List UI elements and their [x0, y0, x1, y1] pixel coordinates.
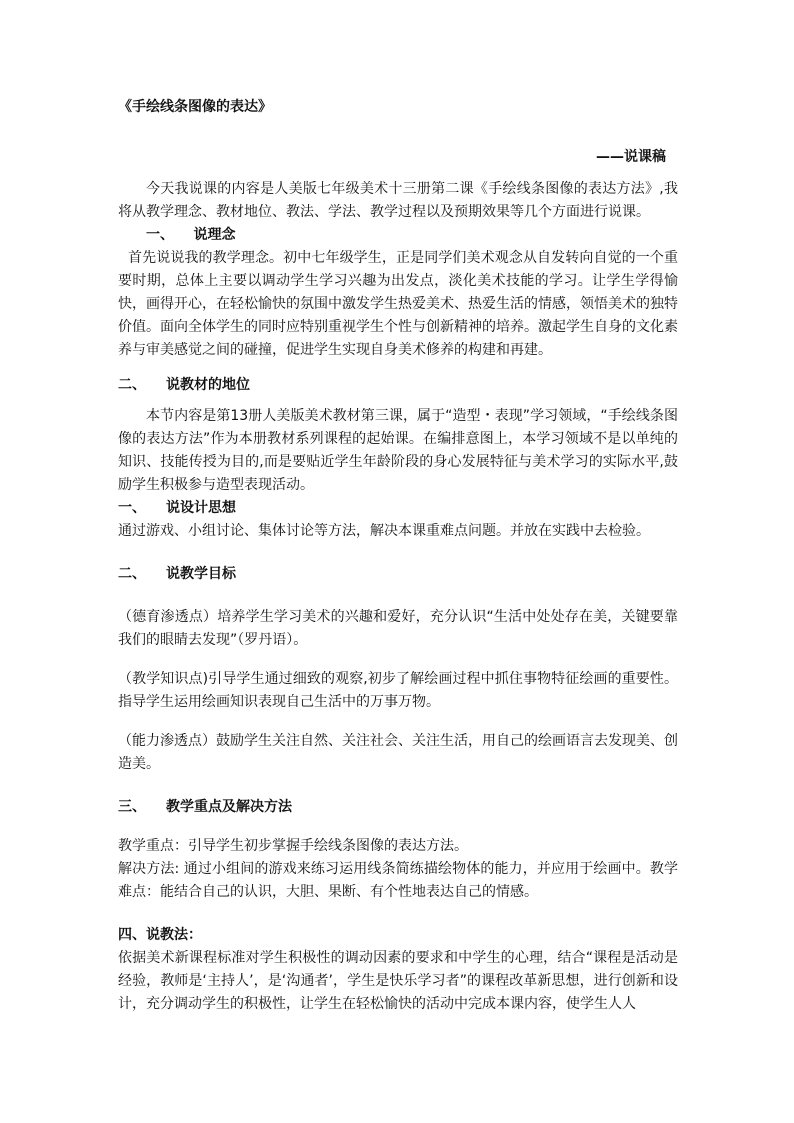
section1-number: 一、 [146, 227, 174, 243]
section5-number: 三、 [118, 799, 146, 815]
section2-title: 说教材的地位 [166, 377, 250, 393]
section1-heading [118, 224, 678, 247]
spacer [118, 652, 678, 668]
spacer [118, 543, 678, 563]
section1-title: 说理念 [193, 227, 236, 243]
document-body [118, 96, 678, 1016]
intro-paragraph: 今天我说课的内容是人美版七年级美术十三册第二课《手绘线条图像的表达方法》,我将从教学理念、教材地位、教法、学法、教学过程以及预期效果等几个方面进行说课。 [118, 181, 678, 220]
section4-heading [118, 563, 678, 586]
section4-goal1: （德育渗透点）培养学生学习美术的兴趣和爱好，充分认识“生活中处处存在美，关键要靠我们的眼睛去发现”（罗丹语）。 [118, 609, 678, 648]
section4-goal2: （教学知识点)引导学生通过细致的观察,初步了解绘画过程中抓住事物特征绘画的重要性。指导学生运用绘画知识表现自己生活中的万事万物。 [118, 671, 678, 710]
spacer [118, 714, 678, 730]
section3-body: 通过游戏、小组讨论、集体讨论等方法，解决本课重难点问题。并放在实践中去检验。 [118, 523, 650, 539]
spacer [118, 776, 678, 796]
spacer [118, 586, 678, 606]
section6-heading: 四、说教法： [118, 927, 202, 943]
section6-body: 依据美术新课程标准对学生积极性的调动因素的要求和中学生的心理，结合“课程是活动是经验，教师是‘主持人’，是‘沟通者’，学生是快乐学习者”的课程改革新思想，进行创新和设计，充分调动学生的积极性，让学生在轻松愉快的活动中完成本课内容，使学生人人 [118, 950, 678, 1012]
section4-goal3: （能力渗透点）鼓励学生关注自然、关注社会、关注生活，用自己的绘画语言去发现美、创造美。 [118, 733, 678, 772]
section3-number: 一、 [118, 500, 146, 516]
spacer [118, 397, 678, 405]
section2-heading [118, 374, 678, 397]
spacer [118, 362, 678, 374]
section5-line2: 解决方法: 通过小组间的游戏来练习运用线条简练描绘物体的能力，并应用于绘画中。教学难点：能结合自己的认识，大胆、果断、有个性地表达自己的情感。 [118, 861, 678, 900]
section5-title: 教学重点及解决方法 [166, 799, 292, 815]
spacer [118, 819, 678, 835]
section5-line1: 教学重点：引导学生初步掌握手绘线条图像的表达方法。 [118, 838, 468, 854]
section5-heading [118, 796, 678, 819]
section2-number: 二、 [118, 377, 146, 393]
section3-title: 说设计思想 [166, 500, 236, 516]
spacer [118, 904, 678, 924]
document-title: 《手绘线条图像的表达》 [118, 99, 272, 115]
section4-number: 二、 [118, 566, 146, 582]
spacer [118, 170, 678, 178]
document-subtitle: ——说课稿 [596, 149, 666, 165]
section1-body: 首先说说我的教学理念。初中七年级学生，正是同学们美术观念从自发转向自觉的一个重要时期，总体上主要以调动学生学习兴趣为出发点，淡化美术技能的学习。让学生学得愉快，画得开心，在轻松愉快的氛围中激发学生热爱美术、热爱生活的情感，领悟美术的独特价值。面向全体学生的同时应特别重视学生个性与创新精神的培养。激起学生自身的文化素养与审美感觉之间的碰撞，促进学生实现自身美术修养的构建和再建。 [118, 250, 678, 358]
section3-heading [118, 497, 678, 520]
section4-title: 说教学目标 [166, 566, 236, 582]
section2-body: 本节内容是第13册人美版美术教材第三课，属于“造型・表现”学习领域，“手绘线条图像的表达方法”作为本册教材系列课程的起始课。在编排意图上，本学习领域不是以单纯的知识、技能传授为目的,而是要贴近学生年龄阶段的身心发展特征与美术学习的实际水平,鼓励学生积极参与造型表现活动。 [118, 408, 678, 493]
